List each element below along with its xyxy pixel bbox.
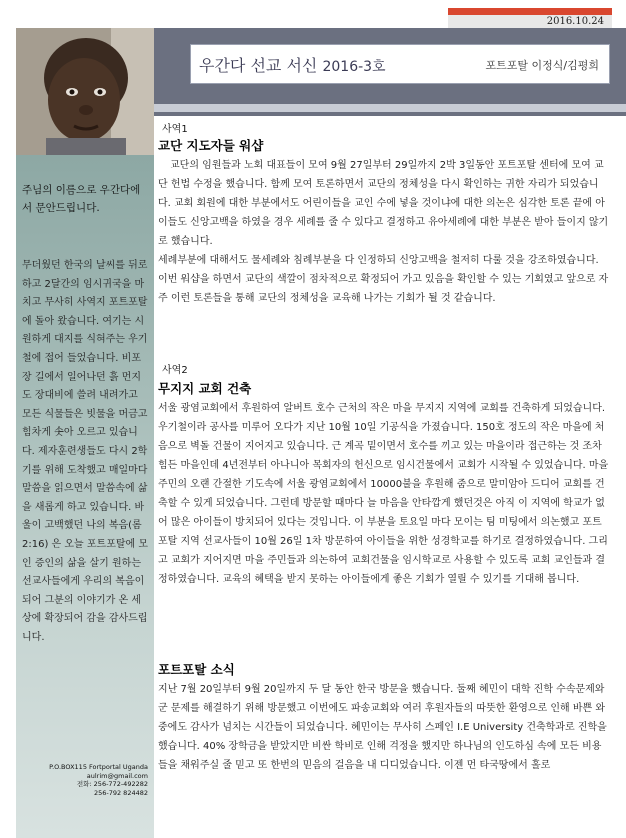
contact-info — [20, 763, 148, 797]
child-photo-image — [16, 28, 154, 155]
section-title: 교단 지도자들 워샵 — [158, 138, 264, 153]
contact-email: aulrim@gmail.com — [86, 771, 148, 780]
section-label: 사역1 — [162, 124, 188, 135]
section-paragraph: 세례부분에 대해서도 물세례와 침례부분을 다 인정하되 신앙고백을 철저히 다룰 것을 강조하였습니다. 이번 워샵을 하면서 교단의 색깔이 점차적으로 확정되어 가고 있음을 확인할 수 있는 기회였고 앞으로 자주 이런 토론들을 통해 교단의 정체성을 교육해 나가는 기회가 될 것 같습니다. — [158, 255, 609, 304]
section-title: 무지지 교회 건축 — [158, 381, 252, 396]
author-names: 포트포탈 이정식/김평희 — [485, 59, 599, 72]
contact-phone-2: 256-792 824482 — [93, 788, 148, 797]
sidebar-letter: 무더웠던 한국의 날씨를 뒤로하고 2달간의 임시귀국을 마치고 무사히 사역지 포트포탈에 돌아 왔습니다. 여기는 시원하게 대지를 식혀주는 우기철에 접어 들었습니다. 비포장 길에서 일어나던 흙 먼지도 장대비에 쓸려 내려가고 모든 식물들은 빗물을 머금고 힘차게 솟아 오르고 있습니다. 제자훈련생들도 다시 2학기를 위해 도착했고 매일마다 말씀을 읽으면서 말씀속에 삶을 새롭게 하고 있습니다. 바울이 고백했던 나의 복음(롬2:16) 은 오늘 포트포탈에 모인 증인의 삶을 살기 원하는 선교사들에게 우리의 복음이 되어 그분의 이야기가 온 세상에 확장되어 감을 감사드립니다. — [22, 260, 149, 643]
section-paragraph: 교단의 임원들과 노회 대표들이 모여 9월 27일부터 29일까지 2박 3일동안 포트포탈 센터에 모여 교단 헌법 수정을 했습니다. 함께 모여 토론하면서 교단의 정체성을 다시 확인하는 귀한 자리가 되었습니다. 교회 회원에 대한 부분에서도 어린이들을 교인 수에 넣을 것이냐에 대한 의논은 심각한 토론 끝에 아이들도 신앙고백을 하였을 경우 세례를 줄 수 있다고 결정하고 유아세례에 대한 부분은 받아 들이지 않기로 했습니다. — [158, 160, 609, 247]
issue-date: 2016.10.24 — [448, 15, 612, 29]
child-photo — [16, 28, 154, 155]
contact-phone-1: 전화: 256-772-492282 — [76, 780, 148, 788]
title-box — [190, 44, 610, 84]
header-stripe-dark — [154, 112, 626, 116]
section-title: 포트포탈 소식 — [158, 662, 235, 677]
title-text: 우간다 선교 서신 — [199, 56, 318, 75]
contact-address: P.O.BOX115 Fortportal Uganda — [49, 763, 148, 771]
header-accent-bar — [448, 8, 612, 15]
section-paragraph: 서울 광염교회에서 후원하여 알버트 호수 근처의 작은 마을 무지지 지역에 교회를 건축하게 되었습니다. 우기철이라 공사를 미루어 오다가 지난 10월 10일 기공식을 가졌습니다. 150호 정도의 작은 마을에 처음으로 벽돌 건물이 지어지고 있습니다. 근 계곡 밑이면서 호수를 끼고 있는 마을이라 접근하는 것 조차 힘든 마을인데 4년전부터 아나니아 목회자의 헌신으로 임시건물에서 교회가 시작될 수 있었습니다. 마을 주민의 오랜 간절한 기도속에 서울 광염교회에서 10000불을 후원해 줌으로 말미암아 드디어 교회를 건축할 수 있게 되었습니다. 그런데 방문할 때마다 늘 마음을 안타깝게 했던것은 아직 이 지역에 학교가 없어 많은 아이들이 방치되어 있다는 것입니다. 이 부분을 토요일 마다 모이는 팀 미팅에서 의논했고 포트포탈 지역 선교사들이 10월 26일 1차 방문하여 아이들을 위한 성경학교를 하기로 결정하였습니다. 그리고 교회가 지어지면 마을 주민들과 의논하여 교회건물을 임시학교로 사용할 수 있도록 교회 교인들과 결정하였습니다. 교육의 혜택을 받지 못하는 아이들에게 좋은 기회가 열릴 수 있기를 기대해 봅니다. — [158, 403, 609, 585]
section-label: 사역2 — [162, 365, 188, 376]
sidebar-greeting: 주님의 이름으로 우간다에서 문안드립니다. — [22, 184, 141, 214]
header-stripe-light — [154, 104, 626, 112]
newsletter-title — [199, 53, 386, 76]
section-paragraph: 지난 7월 20일부터 9월 20일까지 두 달 동안 한국 방문을 했습니다. 둘째 혜민이 대학 진학 수속문제와 군 문제를 해결하기 위해 방문했고 이번에도 파송교회와 여러 후원자들의 따뜻한 환영으로 인해 바쁜 와중에도 감사가 넘치는 시간들이 되었습니다. 혜민이는 무사히 스페인 I.E University 건축학과로 진학을 했습니다. 40% 장학금을 받았지만 비싼 학비로 인해 걱정을 했지만 하나님의 인도하심 속에 모든 비용들을 채워주실 줄 믿고 또 한번의 믿음의 걸음을 내 디디었습니다. 이젠 먼 타국땅에서 홀로 — [158, 684, 607, 771]
sidebar — [16, 155, 154, 838]
issue-number: 2016-3호 — [322, 59, 386, 75]
